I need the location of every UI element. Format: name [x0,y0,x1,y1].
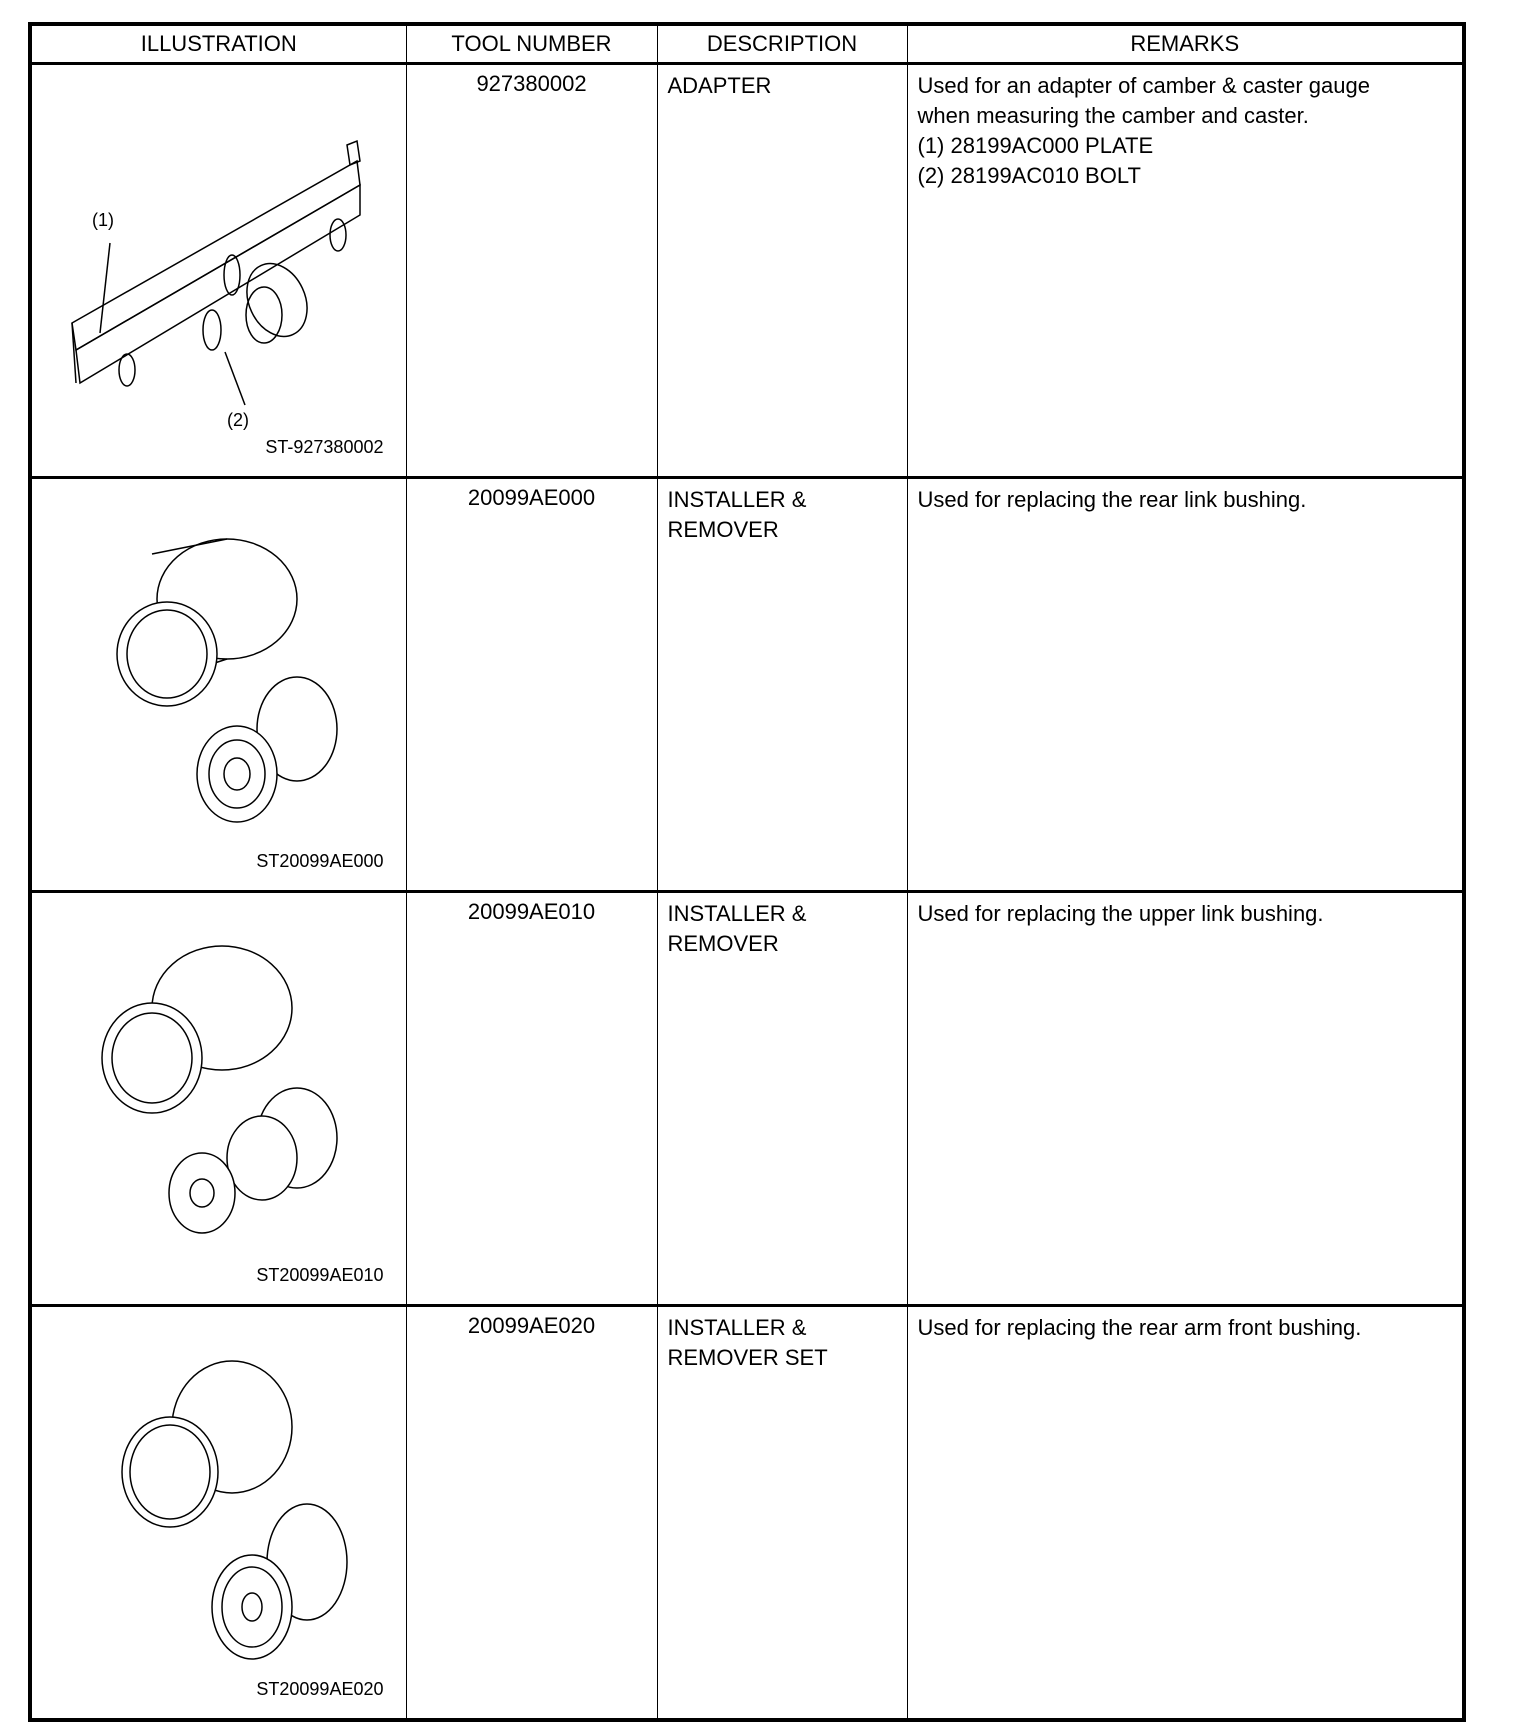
description-line: INSTALLER & [667,1315,807,1340]
description [657,1306,907,1721]
description [657,64,907,478]
remarks [907,892,1464,1306]
description-line: REMOVER [667,517,779,542]
header-description: DESCRIPTION [657,24,907,64]
description [657,478,907,892]
bushing-tool-set-drawing [32,1307,408,1711]
table-row [30,478,1464,892]
bushing-tool-drawing [32,893,408,1297]
description-line: ADAPTER [667,73,772,98]
description [657,892,907,1306]
description-line: REMOVER SET [667,1345,828,1370]
header-illustration: ILLUSTRATION [30,24,406,64]
callout-2: (2) [227,410,249,430]
tool-number: 20099AE010 [406,892,657,1306]
illustration-code: ST-927380002 [265,437,384,457]
remarks [907,64,1464,478]
remarks [907,478,1464,892]
description-line: REMOVER [667,931,779,956]
header-tool-number: TOOL NUMBER [406,24,657,64]
illustration-installer [30,478,406,892]
illustration-code: ST20099AE020 [256,1679,384,1699]
tool-number: 20099AE000 [406,478,657,892]
illustration-installer [30,892,406,1306]
remarks-line: Used for replacing the rear link bushing. [917,487,1307,512]
table-row [30,892,1464,1306]
remarks-line: Used for replacing the rear arm front bushing. [917,1315,1362,1340]
remarks-line: when measuring the camber and caster. [917,103,1309,128]
illustration-code: ST20099AE010 [256,1265,384,1285]
table-row [30,64,1464,478]
table-header [30,24,1464,64]
remarks-line: Used for an adapter of camber & caster gauge [917,73,1370,98]
illustration-code: ST20099AE000 [256,851,384,871]
tool-number: 927380002 [406,64,657,478]
remarks-line: Used for replacing the upper link bushing. [917,901,1324,926]
bushing-tool-drawing [32,479,408,883]
remarks-line: (1) 28199AC000 PLATE [917,133,1154,158]
callout-1: (1) [92,210,114,230]
illustration-installer-set [30,1306,406,1721]
illustration-adapter [30,64,406,478]
description-line: INSTALLER & [667,487,807,512]
header-remarks: REMARKS [907,24,1464,64]
remarks-line: (2) 28199AC010 BOLT [917,163,1141,188]
remarks [907,1306,1464,1721]
adapter-drawing [32,65,408,469]
description-line: INSTALLER & [667,901,807,926]
tool-number: 20099AE020 [406,1306,657,1721]
special-tools-table [28,22,1466,1722]
table-row [30,1306,1464,1721]
